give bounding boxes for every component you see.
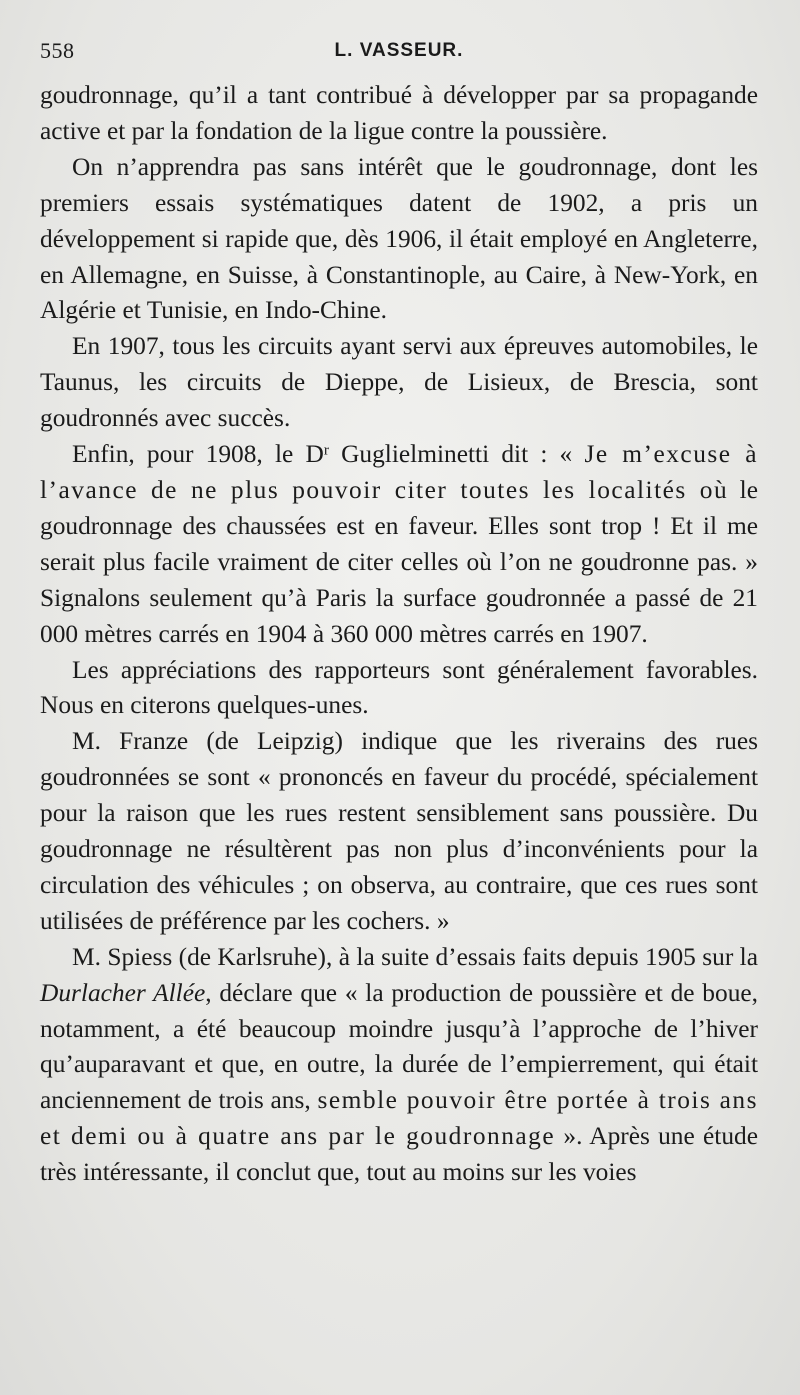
paragraph-guglielminetti-quote [40,437,758,652]
paragraph-text: ». Après une étude très intéressante, il conclut que, tout au moins sur les voies [40,1122,758,1187]
paragraph-text: , déclare que « la production de poussière et de boue, notamment, a été beaucoup moindre jusqu’à l’approche de l’hiver qu’auparavant et que, en outre, la durée de l’empierrement, qui était anciennement de trois ans, [40,978,759,1115]
paragraph-continuation: goudronnage, qu’il a tant contribué à développer par sa propagande active et par la fondation de la ligue contre la poussière. [40,81,758,145]
paragraph-circuits-1907: En 1907, tous les circuits ayant servi aux épreuves automobiles, le Taunus, les circuits de Dieppe, de Lisieux, de Brescia, sont goudronnés avec succès. [40,332,758,433]
italic-place-name: Durlacher Allée [40,978,206,1007]
superscript: r [323,441,329,459]
paragraph-text: M. Spiess (de Karlsruhe), à la suite d’essais faits depuis 1905 sur la [72,942,758,971]
spaced-quote-text: semble pouvoir être portée à trois ans et demi ou à quatre ans par le goudronnage [40,1086,758,1151]
page-number: 558 [40,38,75,63]
paragraph-goudronnage-development: On n’apprendra pas sans intérêt que le goudronnage, dont les premiers essais systématiques datent de 1902, a pris un développement si rapide que, dès 1906, il était employé en Angleterre, en Allemagne, en Suisse, à Constantinople, au Caire, à New-York, en Algérie et Tunisie, en Indo-Chine. [40,152,758,325]
paragraph-spiess [40,940,758,1191]
page-header [40,38,758,78]
running-head: L. VASSEUR. [334,40,464,61]
paragraph-text: le goudronnage des chaussées est en faveur. Elles sont trop ! Et il me serait plus facile vraiment de citer celles où l’on ne goudronne pas. » Signalons seulement qu’à Paris la surface goudronnée a passé de 21 000 mètres carrés en 1904 à 360 000 mètres carrés en 1907. [40,475,758,648]
body-text [40,78,758,1191]
paragraph-text: Guglielminetti dit : « [328,440,585,469]
paragraph-franze: M. Franze (de Leipzig) indique que les riverains des rues goudronnées se sont « prononcés en faveur du procédé, spécialement pour la raison que les rues restent sensiblement sans poussière. Du goudronnage ne résultèrent pas non plus d’inconvénients pour la circulation des véhicules ; on observa, au contraire, que ces rues sont utilisées de préférence par les cochers. » [40,727,758,935]
paragraph-rapporteurs: Les appréciations des rapporteurs sont généralement favorables. Nous en citerons quelques-unes. [40,655,758,720]
paragraph-text: Enfin, pour 1908, le D [72,440,324,469]
spaced-quote-text: Je m’excuse à l’avance de ne plus pouvoir citer toutes les localités où [40,440,759,504]
